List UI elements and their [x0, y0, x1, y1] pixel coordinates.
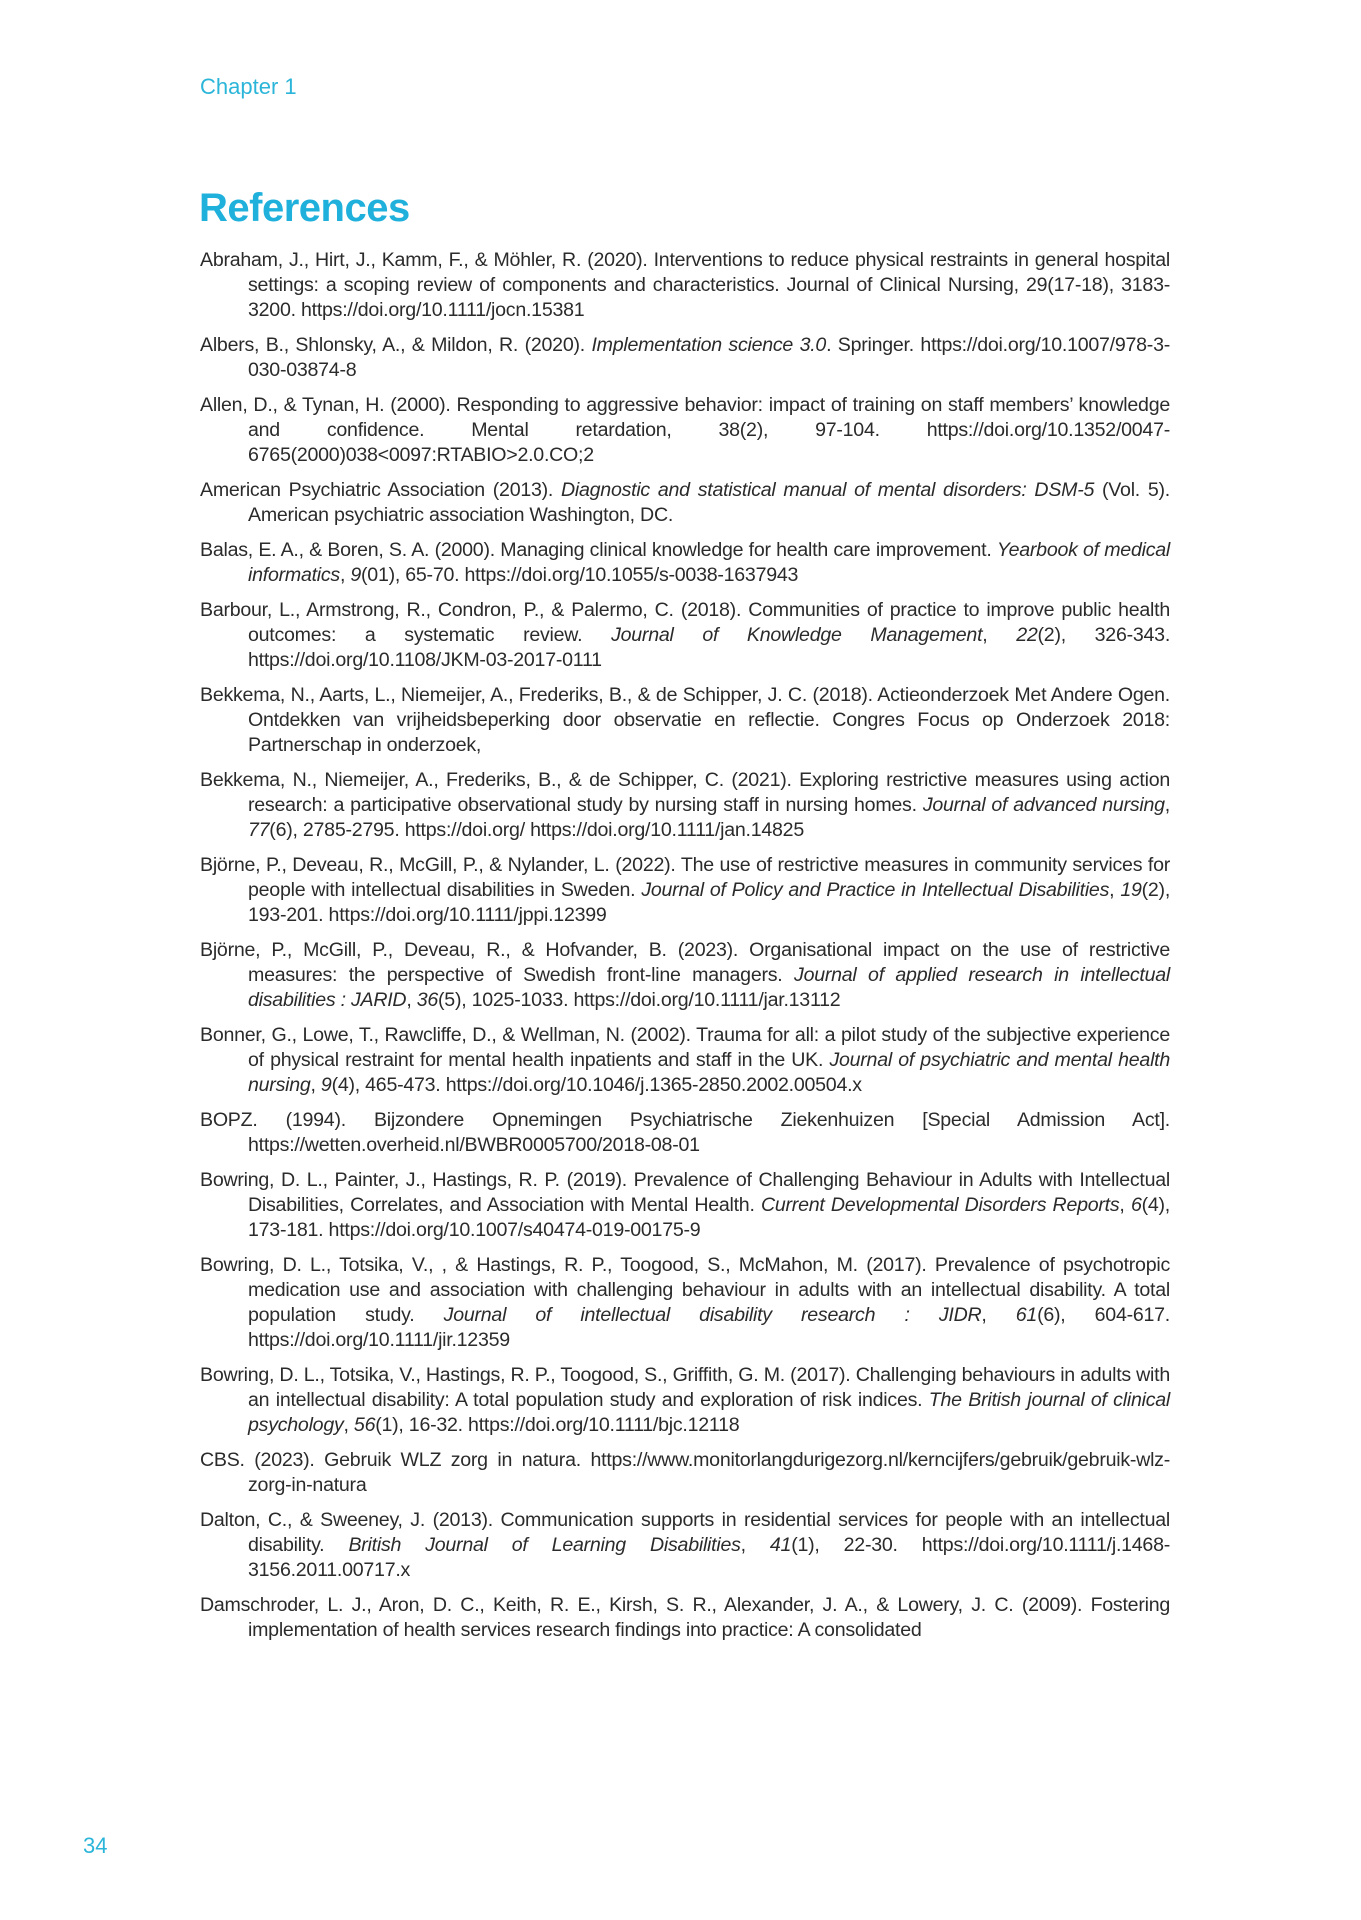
reference-text: Bowring, D. L., Totsika, V., Hastings, R. P., Toogood, S., Griffith, G. M. (2017). Challenging behaviours in adults with an intellectual disability: A total population study and exploration of risk indices.	[200, 1364, 1170, 1411]
reference-entry	[200, 538, 1170, 588]
reference-text: (Vol. 5). American psychiatric association Washington, DC.	[248, 479, 1170, 526]
reference-text: Bonner, G., Lowe, T., Rawcliffe, D., & Wellman, N. (2002). Trauma for all: a pilot study of the subjective experience of physical restraint for mental health inpatients and staff in the UK.	[200, 1024, 1170, 1071]
reference-italic-text: Journal of intellectual disability research : JIDR	[443, 1304, 982, 1326]
reference-italic-text: Current Developmental Disorders Reports	[760, 1194, 1120, 1216]
reference-text: Björne, P., McGill, P., Deveau, R., & Hofvander, B. (2023). Organisational impact on the use of restrictive measures: the perspective of Swedish front-line managers.	[200, 939, 1170, 986]
reference-entry	[200, 478, 1170, 528]
reference-text: Bowring, D. L., Totsika, V., , & Hastings, R. P., Toogood, S., McMahon, M. (2017). Prevalence of psychotropic medication use and association with challenging behaviour in adults with an intellectual disability. A total population study.	[200, 1254, 1170, 1326]
reference-entry	[200, 853, 1170, 928]
reference-text: ,	[310, 1074, 321, 1096]
reference-italic-text: The British journal of clinical psychology	[248, 1389, 1170, 1436]
reference-text: (1), 16-32. https://doi.org/10.1111/bjc.12118	[375, 1414, 740, 1436]
reference-entry	[200, 938, 1170, 1013]
reference-italic-text: Diagnostic and statistical manual of mental disorders: DSM-5	[561, 479, 1095, 501]
reference-text: (6), 604-617. https://doi.org/10.1111/jir.12359	[248, 1304, 1170, 1351]
reference-italic-text: Journal of Policy and Practice in Intellectual Disabilities	[641, 879, 1110, 901]
reference-text: (01), 65-70. https://doi.org/10.1055/s-0038-1637943	[361, 564, 799, 586]
reference-italic-text: British Journal of Learning Disabilities	[348, 1534, 741, 1556]
reference-text: ,	[982, 624, 1017, 646]
reference-text: (4), 173-181. https://doi.org/10.1007/s40474-019-00175-9	[248, 1194, 1170, 1241]
reference-text: Abraham, J., Hirt, J., Kamm, F., & Möhler, R. (2020). Interventions to reduce physical restraints in general hospital settings: a scoping review of components and characteristics. Journal of Clinical Nursing, 29(17-18), 3183-3200. https://doi.org/10.1111/jocn.15381	[200, 249, 1170, 321]
reference-entry	[200, 1168, 1170, 1243]
reference-entry	[200, 1448, 1170, 1498]
reference-entry	[200, 1508, 1170, 1583]
reference-text: Björne, P., Deveau, R., McGill, P., & Nylander, L. (2022). The use of restrictive measures in community services for people with intellectual disabilities in Sweden.	[200, 854, 1170, 901]
reference-italic-text: Implementation science 3.0	[591, 334, 827, 356]
reference-text: (1), 22-30. https://doi.org/10.1111/j.1468-3156.2011.00717.x	[248, 1534, 1170, 1581]
reference-italic-text: 9	[320, 1074, 332, 1096]
reference-entry	[200, 683, 1170, 758]
reference-text: ,	[981, 1304, 1016, 1326]
reference-text: ,	[406, 989, 417, 1011]
reference-text: Albers, B., Shlonsky, A., & Mildon, R. (2020).	[200, 334, 592, 356]
reference-italic-text: Yearbook of medical informatics	[248, 539, 1170, 586]
reference-entry	[200, 768, 1170, 843]
reference-text: Allen, D., & Tynan, H. (2000). Responding to aggressive behavior: impact of training on staff members’ knowledge and confidence. Mental retardation, 38(2), 97-104. https://doi.org/10.1352/0047-6765(2000)038<0097:RTABIO>2.0.CO;2	[200, 394, 1170, 466]
reference-text: Bekkema, N., Niemeijer, A., Frederiks, B., & de Schipper, C. (2021). Exploring restrictive measures using action research: a participative observational study by nursing staff in nursing homes.	[200, 769, 1170, 816]
reference-italic-text: 61	[1015, 1304, 1038, 1326]
reference-entry	[200, 1253, 1170, 1353]
reference-text: ,	[1164, 794, 1170, 816]
reference-text: Damschroder, L. J., Aron, D. C., Keith, R. E., Kirsh, S. R., Alexander, J. A., & Lowery, J. C. (2009). Fostering implementation of health services research findings into practice: A consolidated	[200, 1594, 1170, 1641]
reference-text: ,	[1109, 879, 1121, 901]
reference-text: CBS. (2023). Gebruik WLZ zorg in natura. https://www.monitorlangdurigezorg.nl/kerncijfers/gebruik/gebruik-wlz-zorg-in-natura	[200, 1449, 1170, 1496]
reference-entry	[200, 393, 1170, 468]
reference-italic-text: 41	[769, 1534, 792, 1556]
page-number: 34	[83, 1833, 108, 1858]
reference-entry	[200, 1023, 1170, 1098]
reference-text: Balas, E. A., & Boren, S. A. (2000). Managing clinical knowledge for health care improvement.	[200, 539, 997, 561]
reference-text: ,	[1119, 1194, 1131, 1216]
reference-text: (5), 1025-1033. https://doi.org/10.1111/jar.13112	[438, 989, 841, 1011]
reference-text: (4), 465-473. https://doi.org/10.1046/j.1365-2850.2002.00504.x	[331, 1074, 862, 1096]
reference-text: BOPZ. (1994). Bijzondere Opnemingen Psychiatrische Ziekenhuizen [Special Admission Act]. https://wetten.overheid.nl/BWBR0005700/2018-08-01	[200, 1109, 1170, 1156]
reference-text: Bowring, D. L., Painter, J., Hastings, R. P. (2019). Prevalence of Challenging Behaviour in Adults with Intellectual Disabilities, Correlates, and Association with Mental Health.	[200, 1169, 1170, 1216]
reference-italic-text: 36	[416, 989, 439, 1011]
reference-list	[200, 248, 1170, 1653]
reference-italic-text: 19	[1120, 879, 1142, 901]
reference-italic-text: 56	[353, 1414, 376, 1436]
reference-text: (2), 326-343. https://doi.org/10.1108/JKM-03-2017-0111	[248, 624, 1171, 671]
reference-italic-text: 6	[1130, 1194, 1142, 1216]
reference-entry	[200, 248, 1170, 323]
reference-italic-text: 9	[350, 564, 362, 586]
reference-entry	[200, 1363, 1170, 1438]
reference-text: . Springer. https://doi.org/10.1007/978-3-030-03874-8	[248, 334, 1171, 381]
reference-italic-text: Journal of applied research in intellectual disabilities : JARID	[248, 964, 1170, 1011]
running-header: Chapter 1	[200, 74, 297, 99]
reference-italic-text: 77	[248, 819, 270, 841]
section-title: References	[199, 186, 410, 230]
reference-italic-text: Journal of Knowledge Management	[611, 624, 983, 646]
reference-text: ,	[740, 1534, 770, 1556]
reference-text: ,	[343, 1414, 354, 1436]
reference-text: Bekkema, N., Aarts, L., Niemeijer, A., Frederiks, B., & de Schipper, J. C. (2018). Actieonderzoek Met Andere Ogen. Ontdekken van vrijheidsbeperking door observatie en reflectie. Congres Focus op Onderzoek 2018: Partnerschap in onderzoek,	[200, 684, 1170, 756]
reference-entry	[200, 1593, 1170, 1643]
reference-text: ,	[339, 564, 351, 586]
reference-text: (2), 193-201. https://doi.org/10.1111/jppi.12399	[248, 879, 1171, 926]
reference-text: (6), 2785-2795. https://doi.org/ https://doi.org/10.1111/jan.14825	[269, 819, 804, 841]
reference-entry	[200, 333, 1170, 383]
reference-italic-text: Journal of advanced nursing	[922, 794, 1165, 816]
reference-entry	[200, 598, 1170, 673]
reference-text: American Psychiatric Association (2013).	[200, 479, 561, 501]
reference-italic-text: 22	[1016, 624, 1038, 646]
reference-text: Barbour, L., Armstrong, R., Condron, P., & Palermo, C. (2018). Communities of practice to improve public health outcomes: a systematic review.	[200, 599, 1170, 646]
reference-text: Dalton, C., & Sweeney, J. (2013). Communication supports in residential services for people with an intellectual disability.	[200, 1509, 1170, 1556]
reference-entry	[200, 1108, 1170, 1158]
reference-italic-text: Journal of psychiatric and mental health nursing	[248, 1049, 1171, 1096]
